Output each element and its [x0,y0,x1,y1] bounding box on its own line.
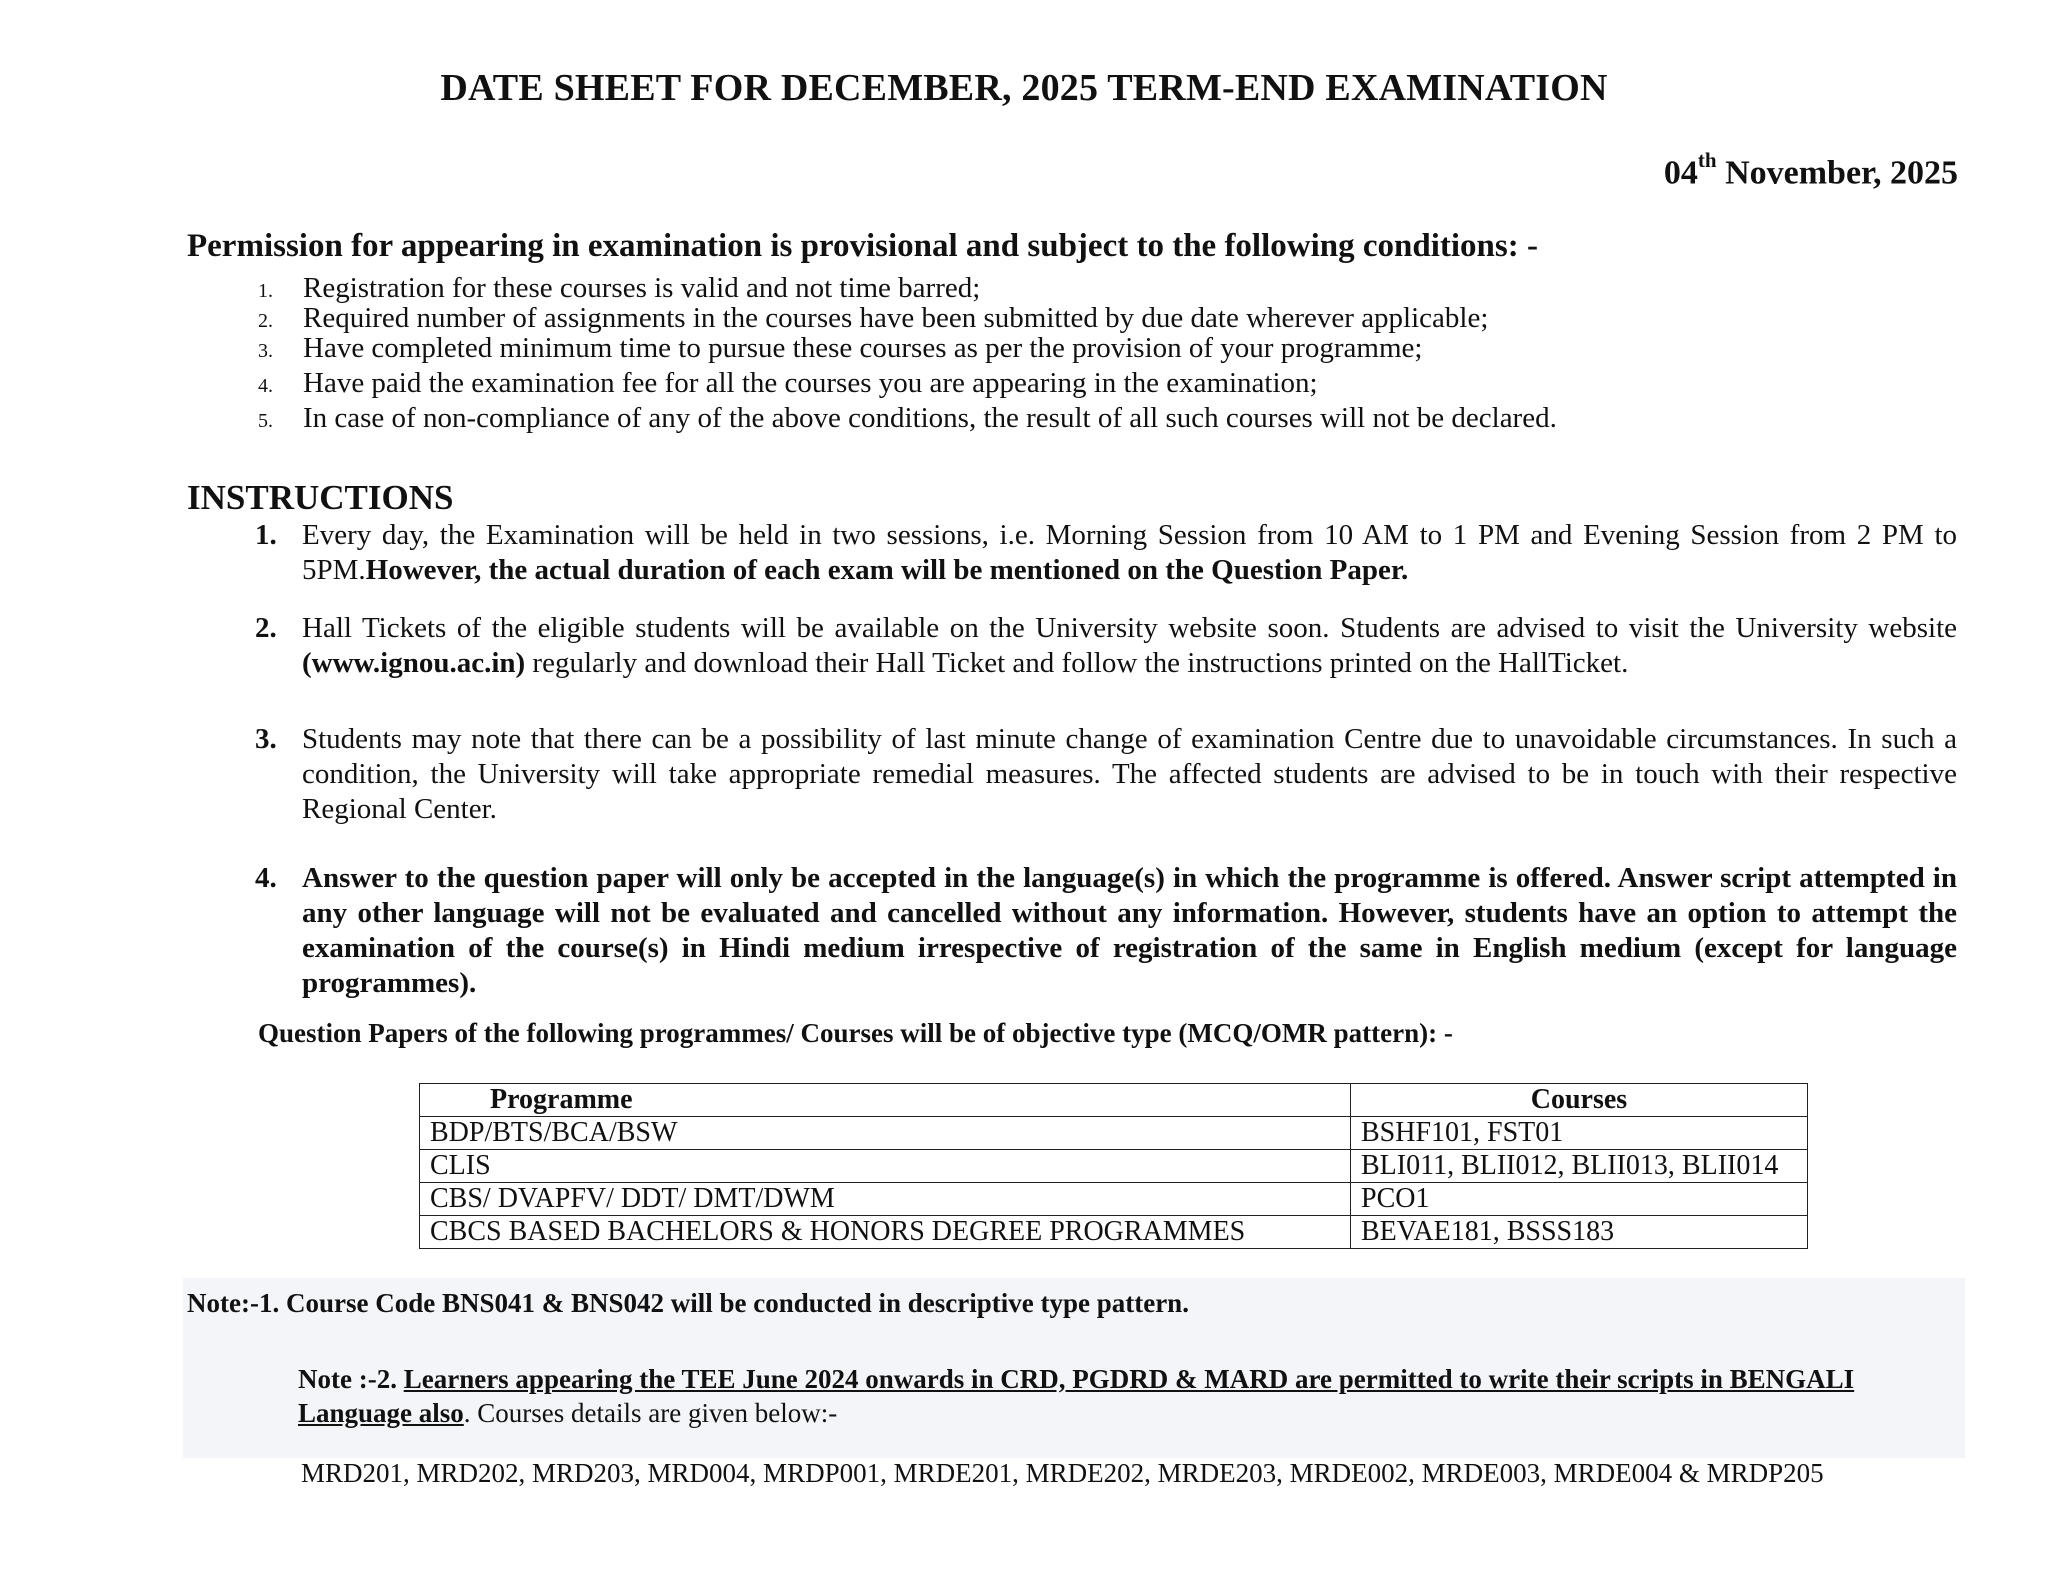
bengali-course-list: MRD201, MRD202, MRD203, MRD004, MRDP001, MRDE201, MRDE202, MRDE203, MRDE002, MRDE003, MRDE004 & MRDP205 [301,1458,1824,1488]
table-row [420,1216,1808,1249]
table-row [420,1117,1808,1150]
condition-number: 3. [258,340,273,362]
table-header-row [420,1084,1808,1117]
note-2-underlined: Learners appearing the TEE June 2024 onwards in CRD, PGDRD & MARD are permitted to write their scripts in BENGALI Language also [298,1364,1855,1428]
programme-cell: BDP/BTS/BCA/BSW [420,1117,1351,1150]
instruction-number: 1. [255,519,277,551]
instruction-item [255,611,1957,681]
note-2 [298,1362,1946,1430]
condition-text: Have completed minimum time to pursue these courses as per the provision of your programme; [303,332,1423,364]
courses-cell: BLI011, BLII012, BLII013, BLII014 [1351,1150,1808,1183]
condition-number: 4. [258,375,273,397]
condition-item [258,332,1422,365]
programme-cell: CLIS [420,1150,1351,1183]
condition-text: In case of non-compliance of any of the above conditions, the result of all such courses will not be declared. [303,402,1557,434]
courses-cell: BEVAE181, BSSS183 [1351,1216,1808,1249]
column-header-programme: Programme [420,1084,1351,1117]
table-row [420,1150,1808,1183]
instruction-text-pre: Hall Tickets of the eligible students will be available on the University website soon. Students are advised to visit the University website [302,612,1957,644]
instruction-number: 4. [255,862,277,894]
note-2-rest: . Courses details are given below:- [463,1398,838,1428]
note-1: Note:-1. Course Code BNS041 & BNS042 will be conducted in descriptive type pattern. [187,1288,1189,1318]
condition-item [258,272,980,305]
condition-item [258,367,1318,400]
issue-date [1663,148,1958,192]
date-day: 04 [1663,154,1698,192]
courses-cell: BSHF101, FST01 [1351,1117,1808,1150]
programme-cell: CBS/ DVAPFV/ DDT/ DMT/DWM [420,1183,1351,1216]
condition-text: Registration for these courses is valid and not time barred; [303,272,981,304]
mcq-heading: Question Papers of the following programmes/ Courses will be of objective type (MCQ/OMR pattern): - [258,1018,1453,1048]
instruction-text-bold: However, the actual duration of each exam will be mentioned on the Question Paper. [365,554,1409,586]
instruction-text: Students may note that there can be a possibility of last minute change of examination Centre due to unavoidable circumstances. In such a condition, the University will take appropriate remedial measures. The affected students are advised to be in touch with their respective Regional Center. [302,723,1957,825]
condition-number: 1. [258,280,273,302]
website-link[interactable]: (www.ignou.ac.in) [302,647,526,679]
table-row [420,1183,1808,1216]
column-header-courses: Courses [1351,1084,1808,1117]
date-suffix: th [1697,148,1717,172]
condition-item [258,302,1488,335]
programme-cell: CBCS BASED BACHELORS & HONORS DEGREE PROGRAMMES [420,1216,1351,1249]
date-rest: November, 2025 [1725,154,1958,192]
instruction-text-post: regularly and download their Hall Ticket and follow the instructions printed on the HallTicket. [525,647,1629,679]
instruction-text: Answer to the question paper will only be accepted in the language(s) in which the programme is offered. Answer script attempted in any other language will not be evaluated and cancelled without any information. However, students have an option to attempt the examination of the course(s) in Hindi medium irrespective of registration of the same in English medium (except for language programmes). [302,862,1957,999]
instruction-number: 2. [255,612,277,644]
permission-heading: Permission for appearing in examination is provisional and subject to the following conditions: - [187,228,1538,264]
page-title: DATE SHEET FOR DECEMBER, 2025 TERM-END EXAMINATION [440,67,1608,109]
instruction-text [302,611,1957,681]
instruction-item [255,722,1957,827]
instruction-text [302,518,1957,588]
instruction-number: 3. [255,723,277,755]
condition-text: Have paid the examination fee for all the courses you are appearing in the examination; [303,367,1318,399]
condition-item [258,402,1557,435]
condition-number: 2. [258,310,273,332]
instruction-item [255,861,1957,1001]
instruction-item [255,518,1957,588]
instruction-text-plain: Every day, the Examination will be held in two sessions, i.e. Morning Session from 10 AM to 1 PM and Evening Session from 2 PM to 5PM. [302,519,1957,586]
condition-text: Required number of assignments in the courses have been submitted by due date wherever applicable; [303,302,1489,334]
courses-cell: PCO1 [1351,1183,1808,1216]
condition-number: 5. [258,410,273,432]
instructions-heading: INSTRUCTIONS [187,478,454,517]
objective-programmes-table [419,1083,1808,1249]
note-2-label: Note :-2. [298,1364,404,1394]
